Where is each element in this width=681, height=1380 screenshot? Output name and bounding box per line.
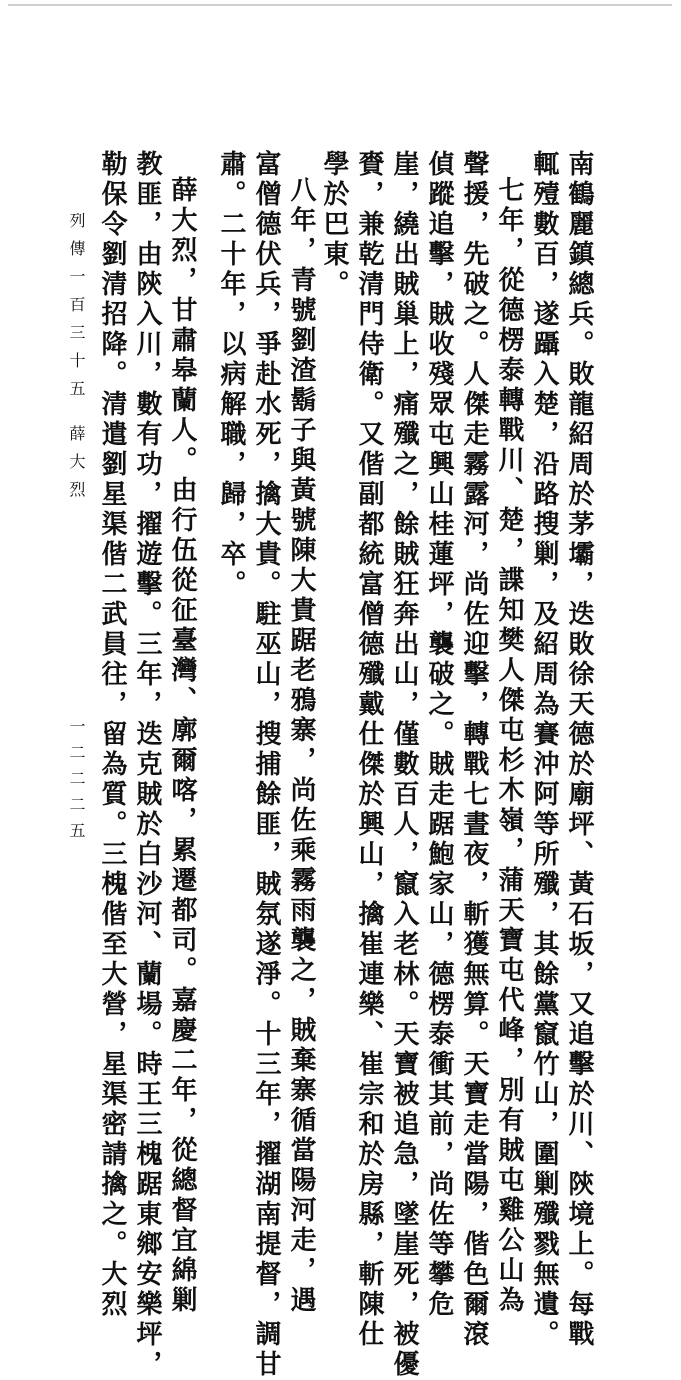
text-column: 七年，從德楞泰轉戰川、楚，諜知樊人傑屯杉木嶺，蒲天寶屯代峰，別有賊屯雞公山為 [494, 176, 524, 1316]
text-column: 賚，兼乾清門侍衛。又偕副都統富僧德殲戴仕傑於興山，擒崔連樂、崔宗和於房縣，斬陳仕 [354, 150, 384, 1350]
text-column: 輒殪數百，遂躡入楚，沿路搜剿，及紹周為賽沖阿等所殲，其餘黨竄竹山，圍剿殲戮無遺。 [529, 150, 559, 1350]
running-header: 列傳一百三十五 薛大烈 [67, 212, 86, 510]
page-number: 一二二二五 [67, 718, 86, 848]
text-column: 肅。二十年，以病解職，歸，卒。 [216, 150, 246, 600]
text-column: 南鶴麗鎮總兵。敗龍紹周於茅壩，迭敗徐天德於廟坪、黃石坂，又追擊於川、陝境上。每戰 [564, 150, 594, 1350]
scan-edge [8, 4, 672, 6]
text-column: 學於巴東。 [319, 150, 349, 300]
text-column: 教匪，由陝入川，數有功，擢遊擊。三年，迭克賊於白沙河、蘭場。時王三槐踞東鄉安樂坪， [132, 150, 162, 1380]
text-column: 富僧德伏兵，爭赴水死，擒大貴。駐巫山，搜捕餘匪，賊氛遂淨。十三年，擢湖南提督，調甘 [251, 150, 281, 1380]
text-column: 薛大烈，甘肅皋蘭人。由行伍從征臺灣、廓爾喀，累遷都司。嘉慶二年，從總督宜綿剿 [167, 176, 197, 1316]
text-column: 偵蹤追擊，賊收殘眾屯興山桂蓮坪，襲破之。賊走踞鮑家山，德楞泰衝其前，尚佐等攀危 [424, 150, 454, 1320]
text-column: 聲援，先破之。人傑走霧露河，尚佐迎擊，轉戰七晝夜，斬獲無算。天寶走當陽，偕色爾滾 [459, 150, 489, 1350]
text-column: 勒保令劉清招降。清遣劉星渠偕二武員往，留為質。三槐偕至大營，星渠密請擒之。大烈 [97, 150, 127, 1320]
text-column: 八年，青號劉渣鬍子與黃號陳大貴踞老鴉寨，尚佐乘霧雨襲之，賊棄寨循當陽河走，遇 [286, 176, 316, 1316]
text-column: 崖，繞出賊巢上，痛殲之，餘賊狂奔出山，僅數百人，竄入老林。天寶被追急，墜崖死，被優 [389, 150, 419, 1380]
